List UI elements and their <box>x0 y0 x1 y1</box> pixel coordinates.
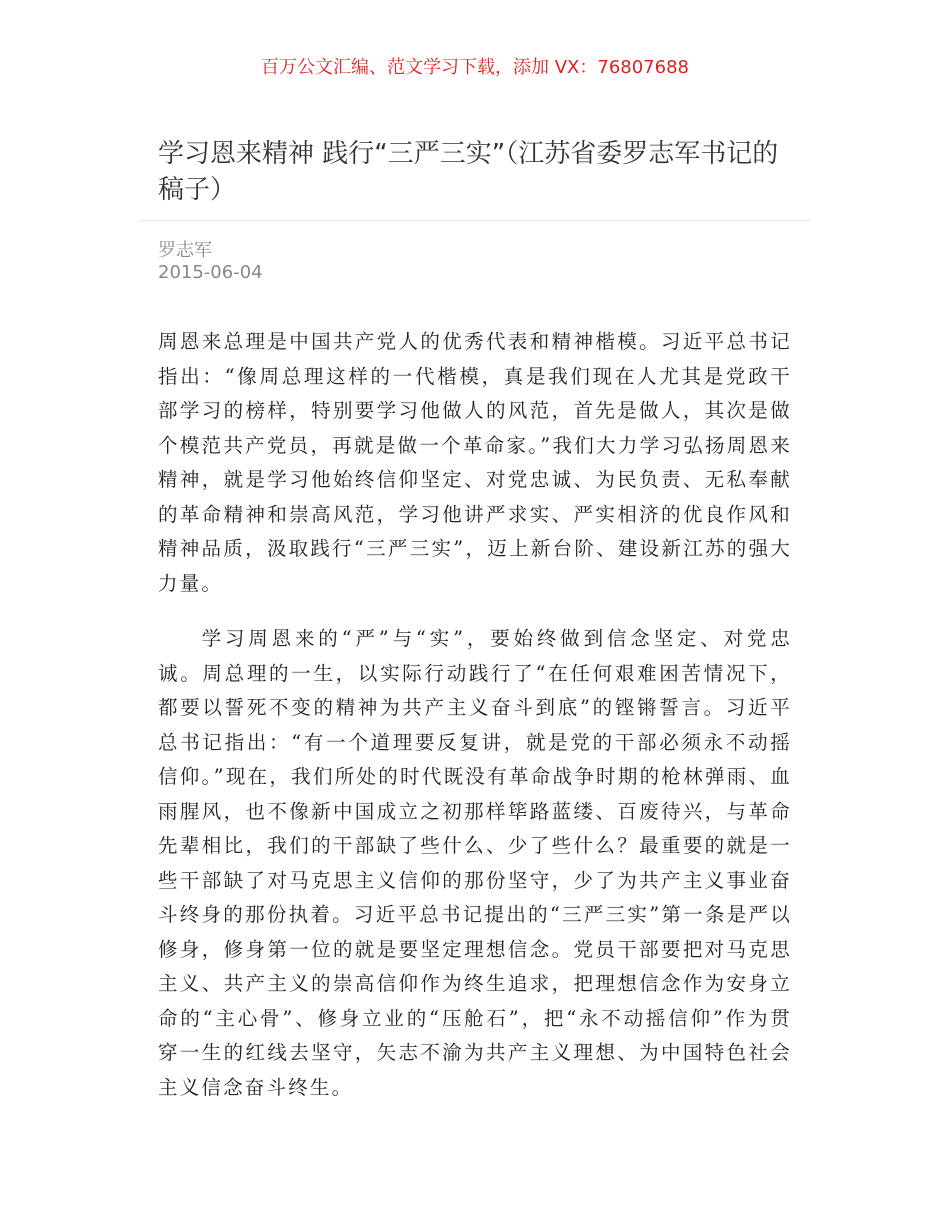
paragraph: 学习周恩来的“严”与“实”，要始终做到信念坚定、对党忠诚。周总理的一生，以实际行动践行了“在任何艰难困苦情况下，都要以誓死不变的精神为共产主义奋斗到底”的铿锵誓言。习近平总书记指出：“有一个道理要反复讲，就是党的干部必须永不动摇信仰。”现在，我们所处的时代既没有革命战争时期的枪林弹雨、血雨腥风，也不像新中国成立之初那样筚路蓝缕、百废待兴，与革命先辈相比，我们的干部缺了些什么、少了些什么？最重要的就是一些干部缺了对马克思主义信仰的那份坚守，少了为共产主义事业奋斗终身的那份执着。习近平总书记提出的“三严三实”第一条是严以修身，修身第一位的就是要坚定理想信念。党员干部要把对马克思主义、共产主义的崇高信仰作为终生追求，把理想信念作为安身立命的“主心骨”、修身立业的“压舱石”，把“永不动摇信仰”作为贯穿一生的红线去坚守，矢志不渝为共产主义理想、为中国特色社会主义信念奋斗终生。 <box>158 627 792 1099</box>
article-title: 学习恩来精神 践行“三严三实”（江苏省委罗志军书记的稿子） <box>158 139 779 205</box>
paragraph: 周恩来总理是中国共产党人的优秀代表和精神楷模。习近平总书记指出：“像周总理这样的一代楷模，真是我们现在人尤其是党政干部学习的榜样，特别要学习他做人的风范，首先是做人，其次是做个模范共产党员，再就是做一个革命家。”我们大力学习弘扬周恩来精神，就是学习他始终信仰坚定、对党忠诚、为民负责、无私奉献的革命精神和崇高风范，学习他讲严求实、严实相济的优良作风和精神品质，汲取践行“三严三实”，迈上新台阶、建设新江苏的强大力量。 <box>158 330 792 595</box>
promo-banner: 百万公文汇编、范文学习下载，添加 VX：76807688 <box>261 57 689 78</box>
article-date: 2015-06-04 <box>158 262 263 283</box>
title-divider <box>140 220 810 221</box>
article-body <box>158 325 792 1126</box>
article-author: 罗志军 <box>158 240 212 261</box>
article-meta <box>158 240 263 284</box>
